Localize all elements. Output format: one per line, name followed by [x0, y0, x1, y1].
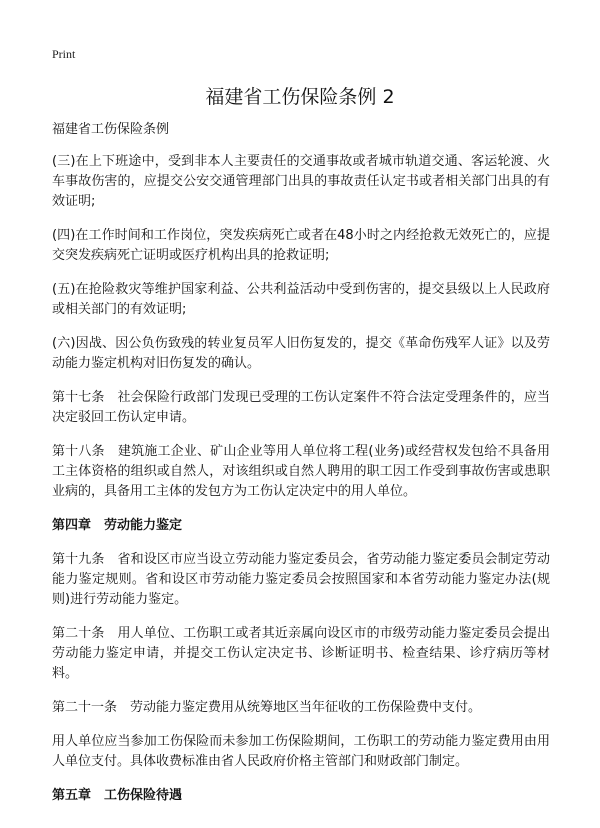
- paragraph: (三)在上下班途中，受到非本人主要责任的交通事故或者城市轨道交通、客运轮渡、火车事故伤害的，应提交公安交通管理部门出具的事故责任认定书或者相关部门出具的有效证明;: [52, 154, 550, 209]
- article-17: 第十七条 社会保险行政部门发现已受理的工伤认定案件不符合法定受理条件的，应当决定驳回工伤认定申请。: [52, 390, 550, 425]
- document-subtitle: 福建省工伤保险条例: [52, 122, 170, 137]
- paragraph: (六)因战、因公负伤致残的转业复员军人旧伤复发的，提交《革命伤残军人证》以及劳动能力鉴定机构对旧伤复发的确认。: [52, 336, 550, 371]
- paragraph: 用人单位应当参加工伤保险而未参加工伤保险期间，工伤职工的劳动能力鉴定费用由用人单位支付。具体收费标准由省人民政府价格主管部门和财政部门制定。: [52, 734, 550, 769]
- page-title: 福建省工伤保险条例 2: [205, 86, 395, 108]
- print-link[interactable]: Print: [52, 47, 76, 61]
- chapter-heading: 第四章 劳动能力鉴定: [52, 518, 183, 533]
- document-body: [52, 120, 550, 820]
- article-18: 第十八条 建筑施工企业、矿山企业等用人单位将工程(业务)或经营权发包给不具备用工主体资格的组织或自然人，对该组织或自然人聘用的职工因工作受到事故伤害或患职业病的，具备用工主体的发包方为工伤认定决定中的用人单位。: [52, 444, 550, 499]
- paragraph: (五)在抢险救灾等维护国家利益、公共利益活动中受到伤害的，提交县级以上人民政府或相关部门的有效证明;: [52, 282, 550, 317]
- article-20: 第二十条 用人单位、工伤职工或者其近亲属向设区市的市级劳动能力鉴定委员会提出劳动能力鉴定申请，并提交工伤认定决定书、诊断证明书、检查结果、诊疗病历等材料。: [52, 626, 550, 681]
- article-21: 第二十一条 劳动能力鉴定费用从统筹地区当年征收的工伤保险费中支付。: [52, 700, 482, 715]
- paragraph: (四)在工作时间和工作岗位，突发疾病死亡或者在48小时之内经抢救无效死亡的，应提交突发疾病死亡证明或医疗机构出具的抢救证明;: [52, 228, 550, 263]
- article-19: 第十九条 省和设区市应当设立劳动能力鉴定委员会，省劳动能力鉴定委员会制定劳动能力鉴定规则。省和设区市劳动能力鉴定委员会按照国家和本省劳动能力鉴定办法(规则)进行劳动能力鉴定。: [52, 552, 550, 607]
- chapter-heading: 第五章 工伤保险待遇: [52, 788, 183, 803]
